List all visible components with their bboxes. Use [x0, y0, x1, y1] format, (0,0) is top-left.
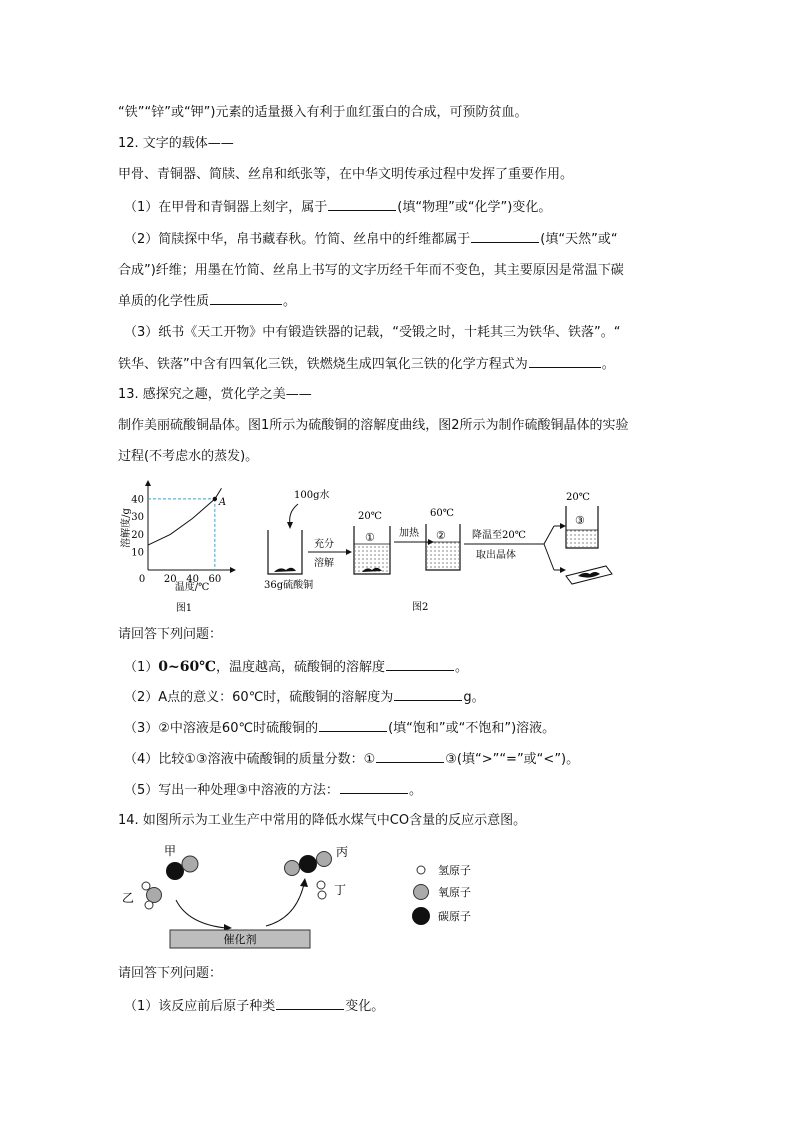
solid-label: 36g硫酸铜	[264, 580, 314, 591]
step-1-arrow-head	[346, 549, 352, 555]
question-12-3-cont: 铁华、铁落”中含有四氧化三铁，铁燃烧生成四氧化三铁的化学方程式为 。	[118, 357, 615, 372]
beaker-1-temp: 20℃	[358, 511, 382, 522]
x-tick-label: 20	[163, 574, 177, 585]
beaker-2-temp: 60℃	[430, 508, 454, 519]
answer-blank[interactable]	[276, 997, 344, 1010]
question-12-2: （2）简牍探中华，帛书藏春秋。竹简、丝帛中的纤维都属于 (填“天然”或“	[124, 232, 618, 247]
legend-hydrogen-icon	[417, 866, 425, 874]
carbon-atom	[299, 855, 317, 873]
answer-blank[interactable]	[394, 688, 462, 701]
question-13-4: （4）比较①③溶液中硫酸铜的质量分数：① ③(填“>”“=”或“<”)。	[124, 752, 580, 767]
answer-blank[interactable]	[340, 781, 408, 794]
x-axis-arrow	[230, 567, 236, 573]
oxygen-atom	[182, 856, 198, 872]
point-a-marker	[213, 497, 217, 501]
y-tick-label: 40	[131, 494, 144, 506]
legend-oxygen-icon	[414, 885, 429, 900]
hydrogen-atom	[318, 891, 326, 899]
y-tick-label: 30	[131, 512, 144, 524]
question-14-heading: 14. 如图所示为工业生产中常用的降低水煤气中CO含量的反应示意图。	[118, 813, 527, 828]
hydrogen-atom	[142, 882, 150, 890]
copper-sulfate-solid	[274, 568, 296, 572]
oxygen-atom	[285, 861, 300, 876]
beaker-empty	[268, 530, 302, 574]
step-1-label-a: 充分	[314, 539, 334, 550]
beaker-3-temp: 20℃	[566, 492, 590, 503]
beaker-3-number: ③	[575, 514, 585, 527]
y-axis-arrow	[145, 480, 151, 486]
question-14-1: （1）该反应前后原子种类 变化。	[124, 999, 385, 1014]
y-tick-labels	[131, 494, 144, 558]
question-13-2: （2）A点的意义：60℃时，硫酸铜的溶解度为 g。	[124, 690, 485, 705]
answer-blank[interactable]	[319, 719, 387, 732]
question-13-5: （5）写出一种处理③中溶液的方法： 。	[124, 783, 422, 798]
answer-blank[interactable]	[210, 292, 282, 305]
water-label: 100g水	[294, 490, 330, 501]
hydrogen-atom	[317, 881, 325, 889]
point-a-label: A	[218, 496, 227, 508]
pour-arrow-head	[287, 522, 293, 529]
answer-blank[interactable]	[328, 198, 396, 211]
beaker-3-solution	[567, 530, 597, 547]
question-12-3: （3）纸书《天工开物》中有锻造铁器的记载，“受锻之时，十耗其三为铁华、铁落”。“	[124, 325, 621, 340]
branch-down	[544, 544, 554, 570]
question-13-1: （1）0~60℃，温度越高，硫酸铜的溶解度 。	[124, 659, 469, 675]
oxygen-atom	[147, 888, 162, 903]
pour-arrow	[290, 504, 298, 524]
figure-2-caption: 图2	[412, 602, 429, 613]
question-12-2-end: 单质的化学性质 。	[118, 294, 297, 309]
label-yi: 乙	[122, 891, 135, 905]
question-13-intro: 制作美丽硫酸铜晶体。图1所示为硫酸铜的溶解度曲线，图2所示为制作硫酸铜晶体的实验	[118, 418, 629, 433]
question-12-2-cont: 合成”)纤维；用墨在竹简、丝帛上书写的文字历经千年而不变色，其主要原因是常温下碳	[118, 263, 624, 278]
reactant-arrow	[176, 900, 226, 928]
text-line: “铁”“锌”或“钾”)元素的适量摄入有利于血红蛋白的合成，可预防贫血。	[118, 105, 528, 120]
legend-carbon-icon	[412, 907, 430, 925]
question-13-intro-cont: 过程(不考虑水的蒸发)。	[118, 449, 259, 464]
figure-1-solubility-curve	[118, 478, 242, 618]
figure-3-reaction-diagram	[118, 838, 498, 954]
product-arrow	[266, 884, 304, 926]
answer-blank[interactable]	[376, 750, 444, 763]
figure-2-experiment	[254, 486, 616, 614]
question-13-heading: 13. 感探究之趣，赏化学之美——	[118, 387, 312, 402]
y-tick-label: 20	[131, 529, 144, 541]
step-2-label: 加热	[399, 528, 419, 539]
label-jia: 甲	[164, 844, 177, 858]
legend-carbon-label: 碳原子	[438, 910, 471, 923]
legend-hydrogen-label: 氢原子	[438, 864, 471, 877]
y-axis-label: 溶解度/g	[121, 508, 132, 548]
beaker-2-number: ②	[436, 529, 446, 542]
question-14-ask: 请回答下列问题：	[118, 966, 223, 981]
question-12-intro: 甲骨、青铜器、简牍、丝帛和纸张等，在中华文明传承过程中发挥了重要作用。	[118, 167, 574, 182]
y-tick-label: 10	[131, 547, 144, 559]
carbon-atom	[166, 862, 184, 880]
branch-up	[544, 526, 554, 544]
beaker-1-number: ①	[365, 531, 375, 544]
answer-blank[interactable]	[471, 230, 539, 243]
figure-1-caption: 图1	[175, 603, 193, 614]
product-arrow-head	[300, 878, 308, 887]
beaker-1-solution	[355, 544, 389, 573]
x-tick-label: 60	[208, 574, 222, 585]
question-12-1: （1）在甲骨和青铜器上刻字，属于 (填“物理”或“化学”)变化。	[124, 200, 552, 215]
step-3-label-b: 取出晶体	[476, 550, 516, 561]
step-3-label: 降温至20℃	[472, 530, 526, 541]
label-ding: 丁	[334, 883, 347, 897]
question-13-ask: 请回答下列问题：	[118, 627, 223, 642]
question-12-heading: 12. 文字的载体——	[118, 136, 234, 151]
x-tick-label: 40	[186, 574, 199, 585]
beaker-2-solution	[427, 542, 459, 569]
x-tick-label: 0	[138, 574, 146, 585]
catalyst-label: 催化剂	[223, 933, 257, 946]
label-bing: 丙	[336, 845, 349, 859]
question-13-3: （3）②中溶液是60℃时硫酸铜的 (填“饱和”或“不饱和”)溶液。	[124, 721, 556, 736]
answer-blank[interactable]	[386, 658, 454, 671]
x-axis-label: 温度/℃	[174, 582, 210, 593]
step-1-label-b: 溶解	[314, 558, 334, 569]
answer-blank[interactable]	[529, 355, 601, 368]
solubility-curve-line	[148, 488, 222, 545]
hydrogen-atom	[145, 901, 153, 909]
legend-oxygen-label: 氧原子	[438, 886, 471, 899]
oxygen-atom	[317, 852, 332, 867]
